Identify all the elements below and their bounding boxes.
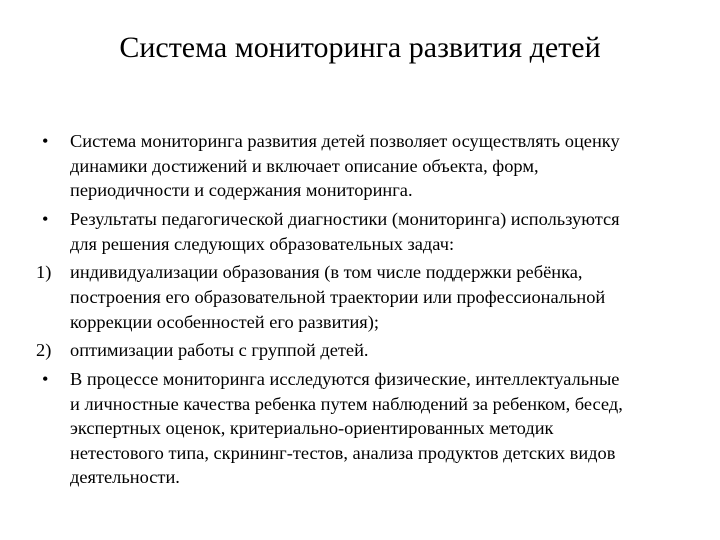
text-line: оптимизации работы с группой детей. [70, 340, 369, 361]
text-line: и личностные качества ребенка путем наблюдений за ребенком, бесед, [70, 393, 623, 414]
slide-title: Система мониторинга развития детей [119, 31, 601, 64]
text-line: деятельности. [70, 467, 180, 488]
bullet-marker: • [42, 131, 49, 151]
text-line: В процессе мониторинга исследуются физические, интеллектуальные [70, 369, 620, 390]
number-marker: 2) [36, 340, 52, 361]
text-line: нетестового типа, скрининг-тестов, анализа продуктов детских видов [70, 442, 616, 463]
text-line: коррекции особенностей его развития); [70, 311, 379, 332]
numbered-item-group-optimization [36, 338, 706, 363]
bullet-item-monitoring-system [36, 129, 706, 203]
text-line: для решения следующих образовательных задач: [70, 233, 455, 254]
text-line: индивидуализации образования (в том числе поддержки ребёнка, [70, 262, 583, 283]
text-line: периодичности и содержания мониторинга. [70, 180, 413, 201]
text-line: динамики достижений и включает описание объекта, форм, [70, 155, 539, 176]
number-marker: 1) [36, 262, 52, 283]
text-line: Система мониторинга развития детей позволяет осуществлять оценку [70, 131, 620, 151]
bullet-item-monitoring-process [36, 367, 706, 490]
text-line: Результаты педагогической диагностики (мониторинга) используются [70, 208, 620, 229]
bullet-marker: • [42, 208, 49, 229]
bullet-marker: • [42, 369, 49, 390]
numbered-item-individualization [36, 260, 706, 334]
slide-body [36, 129, 706, 494]
text-line: экспертных оценок, критериально-ориентированных методик [70, 418, 554, 439]
bullet-item-diagnostics-results [36, 207, 706, 256]
text-line: построения его образовательной траектории или профессиональной [70, 286, 606, 307]
